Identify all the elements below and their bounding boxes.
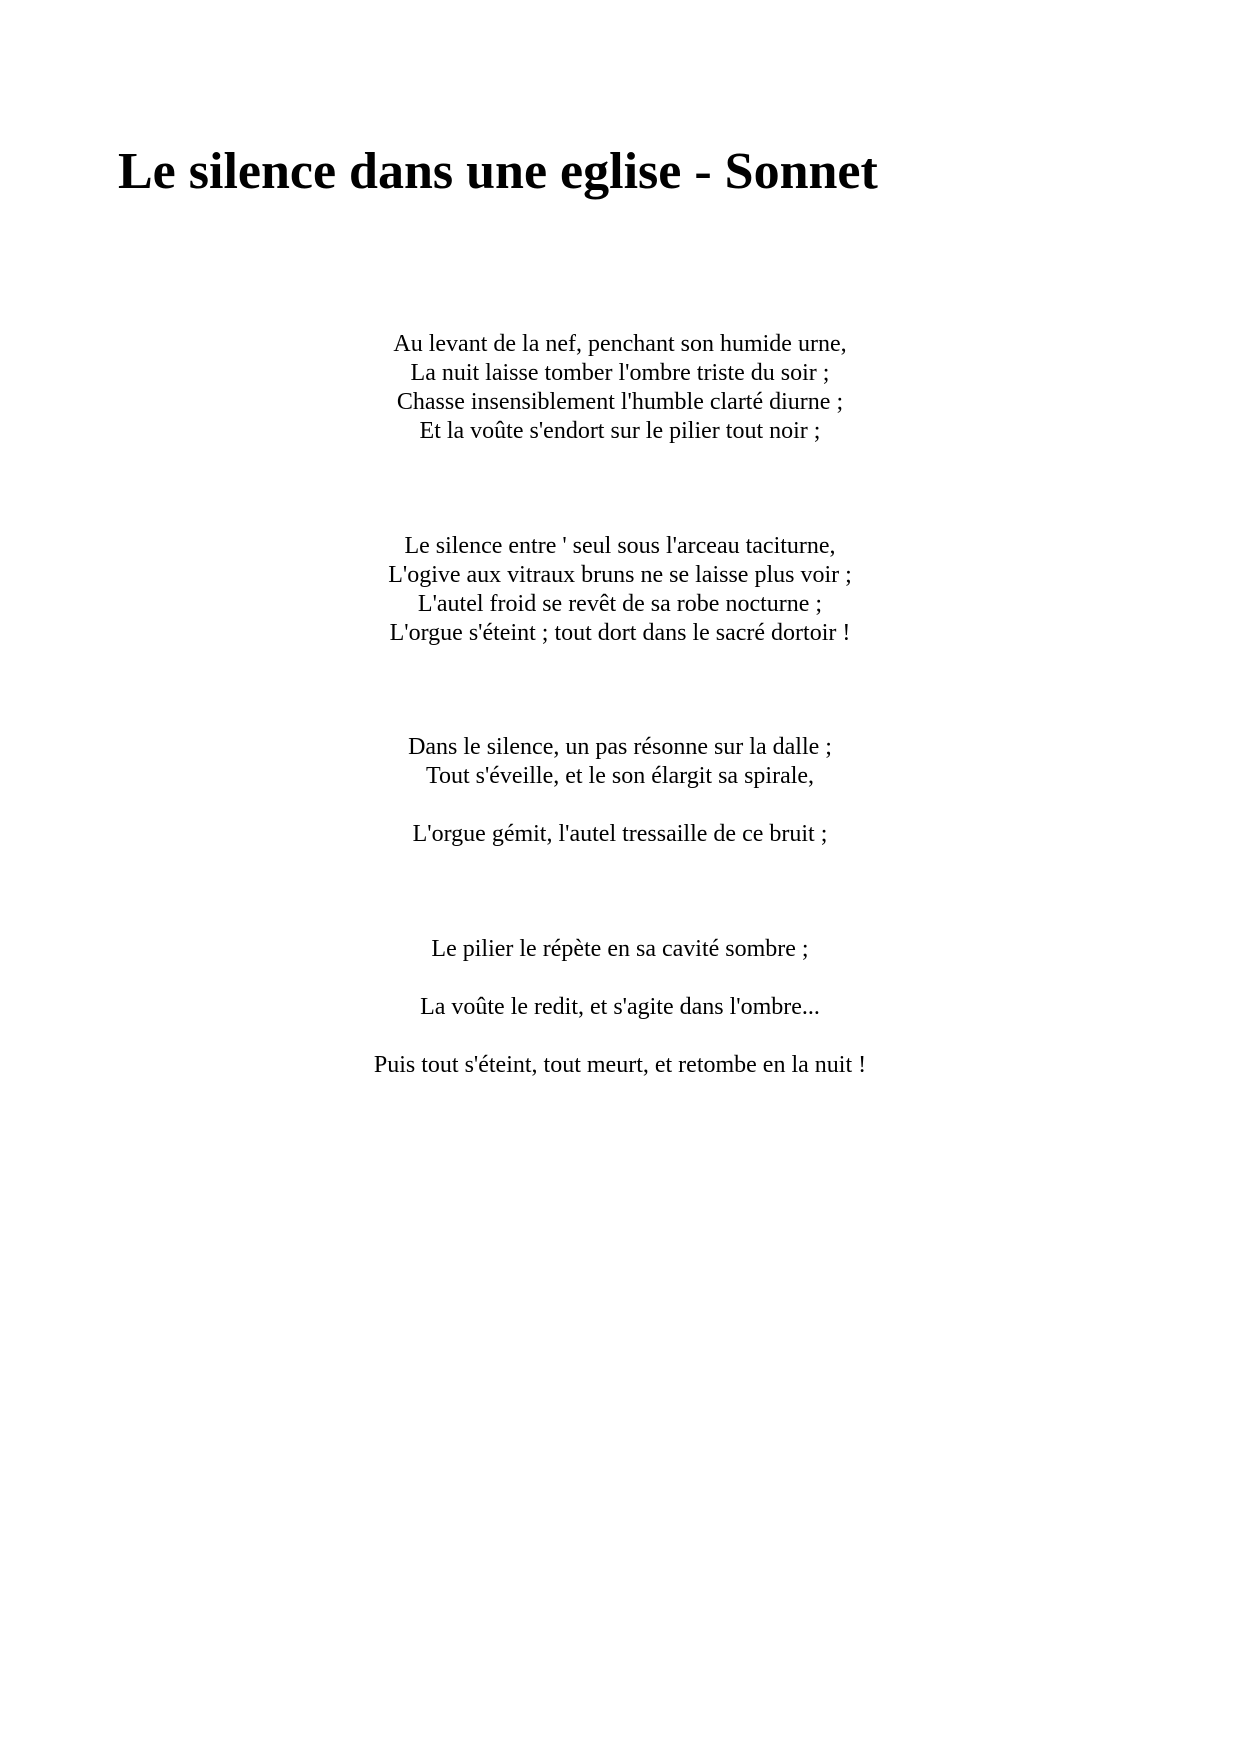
- poem-line: L'ogive aux vitraux bruns ne se laisse plus voir ;: [388, 562, 852, 588]
- page-title: Le silence dans une eglise - Sonnet: [118, 143, 878, 200]
- poem-line: Tout s'éveille, et le son élargit sa spirale,: [425, 763, 815, 789]
- poem-line: La nuit laisse tomber l'ombre triste du soir ;: [410, 360, 830, 386]
- poem-line: L'autel froid se revêt de sa robe nocturne ;: [417, 591, 823, 617]
- poem-line: Au levant de la nef, penchant son humide urne,: [393, 331, 847, 357]
- stanza-4: [0, 935, 1240, 1080]
- blank-line: [0, 964, 1240, 993]
- poem-line: L'orgue s'éteint ; tout dort dans le sacré dortoir !: [389, 620, 851, 646]
- poem-line: Dans le silence, un pas résonne sur la dalle ;: [408, 734, 832, 760]
- stanza-2: [0, 532, 1240, 648]
- stanza-3: [0, 733, 1240, 849]
- poem-line: L'orgue gémit, l'autel tressaille de ce bruit ;: [412, 821, 828, 847]
- blank-line: [0, 1022, 1240, 1051]
- poem-line: Et la voûte s'endort sur le pilier tout noir ;: [419, 418, 821, 444]
- poem-line: Le silence entre ' seul sous l'arceau taciturne,: [404, 533, 836, 559]
- blank-line: [0, 791, 1240, 820]
- poem-line: Le pilier le répète en sa cavité sombre ;: [431, 936, 809, 962]
- poem-line: Puis tout s'éteint, tout meurt, et retombe en la nuit !: [373, 1052, 867, 1078]
- poem-line: Chasse insensiblement l'humble clarté diurne ;: [396, 389, 844, 415]
- stanza-1: [0, 330, 1240, 446]
- poem-line: La voûte le redit, et s'agite dans l'ombre...: [420, 994, 820, 1020]
